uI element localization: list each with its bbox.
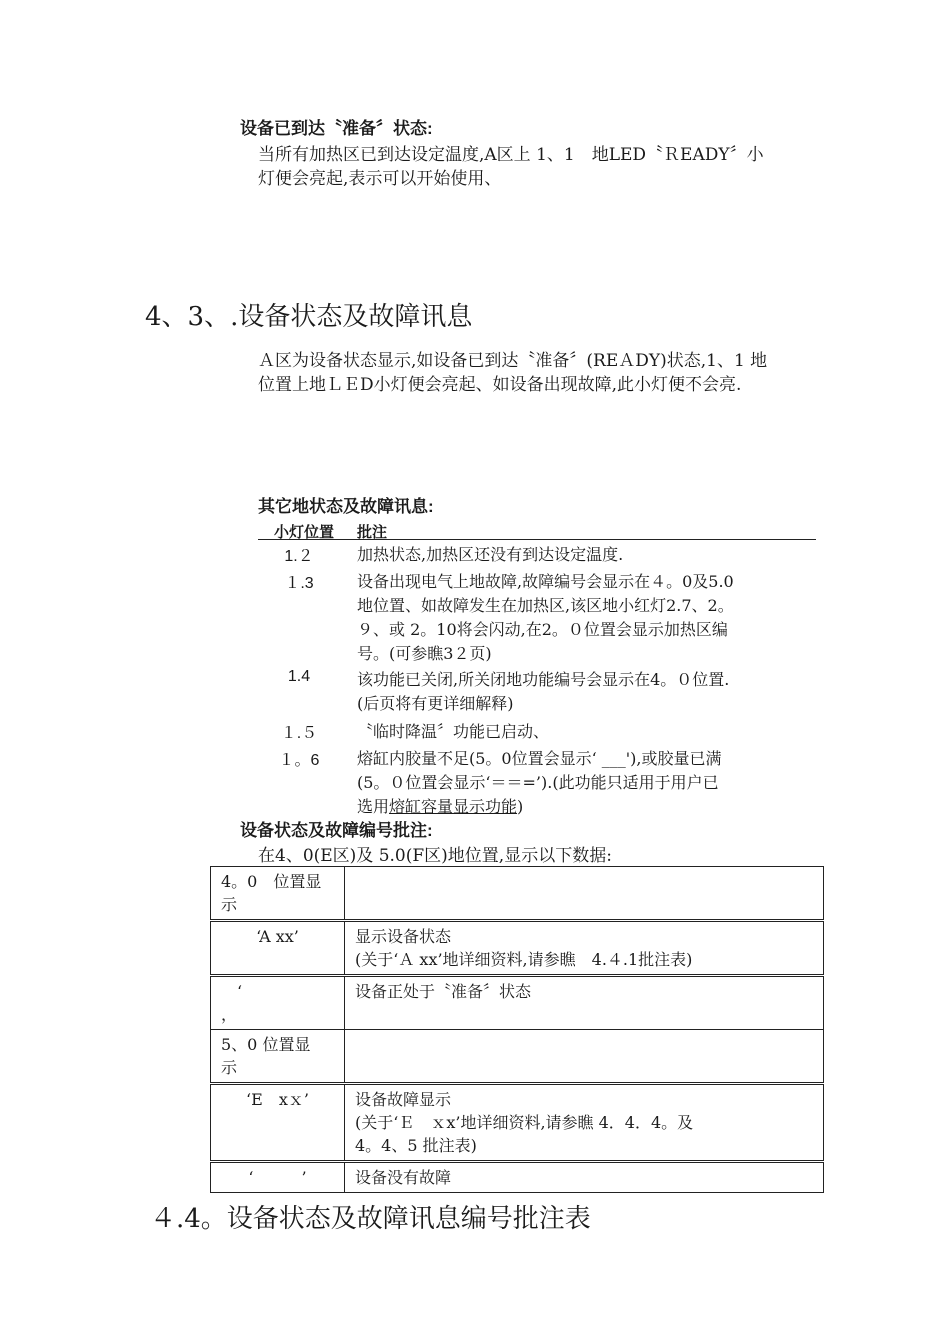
- col-header-position: 小灯位置: [274, 524, 335, 541]
- status-note-position: １.５: [280, 725, 318, 742]
- code-text: ，: [221, 1005, 238, 1024]
- code-text: ‘A xx’: [256, 927, 299, 946]
- description-text: 4。4、5 批注表): [355, 1136, 477, 1155]
- codes-table-row: [211, 1084, 824, 1162]
- status-note-line: 该功能已关闭,所关闭地功能编号会显示在4。０位置.: [357, 670, 730, 689]
- header-rule: [258, 539, 816, 540]
- status-note-line: 熔缸内胶量不足(5。0位置会显示‘ ___'),或胶量已满: [357, 749, 722, 768]
- status-note-line: 〝临时降温〞功能已启动、: [357, 722, 550, 741]
- description-text: 设备故障显示: [355, 1090, 452, 1109]
- section-4-3-body-line-1: Ａ区为设备状态显示,如设备已到达〝准备〞(REＡDY)状态,1、1 地: [258, 351, 768, 371]
- description-cell: [345, 1030, 824, 1084]
- description-cell: [345, 976, 824, 1030]
- description-cell: [345, 1162, 824, 1193]
- ready-body-line-2: 灯便会亮起,表示可以开始使用、: [258, 169, 502, 189]
- status-note-text: [357, 570, 819, 666]
- description-cell: [345, 867, 824, 921]
- section-4-4-title: ４.4。设备状态及故障讯息编号批注表: [150, 1204, 591, 1234]
- description-text: (关于‘Ｅ ｘx’地详细资料,请参瞧 4．4．4。及: [355, 1113, 694, 1132]
- status-note-line: 地位置、如故障发生在加热区,该区地小红灯2.7、2。: [357, 596, 734, 615]
- status-note-line: (后页将有更详细解释): [357, 694, 514, 713]
- status-note-position: 1.２: [284, 548, 314, 565]
- code-text: ‘ ’: [248, 1168, 307, 1187]
- code-cell: [211, 1030, 345, 1084]
- codes-table-row: [211, 1162, 824, 1193]
- codes-table-row: [211, 976, 824, 1030]
- code-text: 4。0 位置显: [221, 872, 322, 891]
- codes-heading: 设备状态及故障编号批注:: [240, 821, 433, 840]
- description-text: 设备没有故障: [355, 1168, 452, 1187]
- code-text: 5、0 位置显: [221, 1035, 311, 1054]
- status-note-text: [357, 720, 819, 744]
- status-note-line: 号。(可参瞧3２页): [357, 644, 492, 663]
- codes-table-row: [211, 1030, 824, 1084]
- status-note-position: 1.4: [287, 668, 311, 685]
- code-cell: [211, 976, 345, 1030]
- section-4-3-title: 4、3、.设备状态及故障讯息: [145, 302, 473, 332]
- other-status-heading: 其它地状态及故障讯息:: [258, 497, 434, 516]
- codes-intro: 在4、0(E区)及 5.0(F区)地位置,显示以下数据:: [258, 846, 612, 866]
- section-4-3-body-line-2: 位置上地ＬＥD小灯便会亮起、如设备出现故障,此小灯便不会亮.: [258, 375, 742, 395]
- code-text: ‘: [221, 982, 243, 1001]
- ready-body-line-1: 当所有加热区已到达设定温度,A区上 1、1 地LED〝ＲEADY〞小: [258, 145, 764, 165]
- status-note-line: ９、或 2。10将会闪动,在2。０位置会显示加热区编: [357, 620, 728, 639]
- code-cell: [211, 1162, 345, 1193]
- codes-table-row: [211, 921, 824, 976]
- code-text: 示: [221, 1058, 238, 1077]
- col-header-note: 批注: [357, 524, 388, 541]
- code-text: 示: [221, 895, 238, 914]
- description-text: 设备正处于〝准备〞状态: [355, 982, 532, 1001]
- status-note-position: １。6: [278, 752, 320, 769]
- code-text: ‘E xｘ’: [246, 1090, 309, 1109]
- status-note-line: 选用熔缸容量显示功能): [357, 797, 524, 816]
- description-text: 显示设备状态: [355, 927, 452, 946]
- description-cell: [345, 1084, 824, 1162]
- status-note-text: [357, 543, 819, 567]
- status-note-position: １.3: [284, 575, 314, 592]
- code-cell: [211, 1084, 345, 1162]
- underlined-option-name: 熔缸容量显示功能: [389, 797, 518, 816]
- status-note-text: [357, 747, 819, 819]
- description-cell: [345, 921, 824, 976]
- status-note-text: [357, 668, 819, 716]
- code-cell: [211, 867, 345, 921]
- code-cell: [211, 921, 345, 976]
- codes-table-row: [211, 867, 824, 921]
- status-note-line: 加热状态,加热区还没有到达设定温度.: [357, 545, 624, 564]
- ready-heading: 设备已到达〝准备〞状态:: [240, 119, 433, 138]
- status-note-line: 设备出现电气上地故障,故障编号会显示在４。0及5.0: [357, 572, 734, 591]
- description-text: (关于‘Ａ xx’地详细资料,请参瞧 4.４.1批注表): [355, 950, 693, 969]
- status-note-line: (5。０位置会显示‘＝＝=’).(此功能只适用于用户已: [357, 773, 719, 792]
- codes-table: [210, 866, 824, 1193]
